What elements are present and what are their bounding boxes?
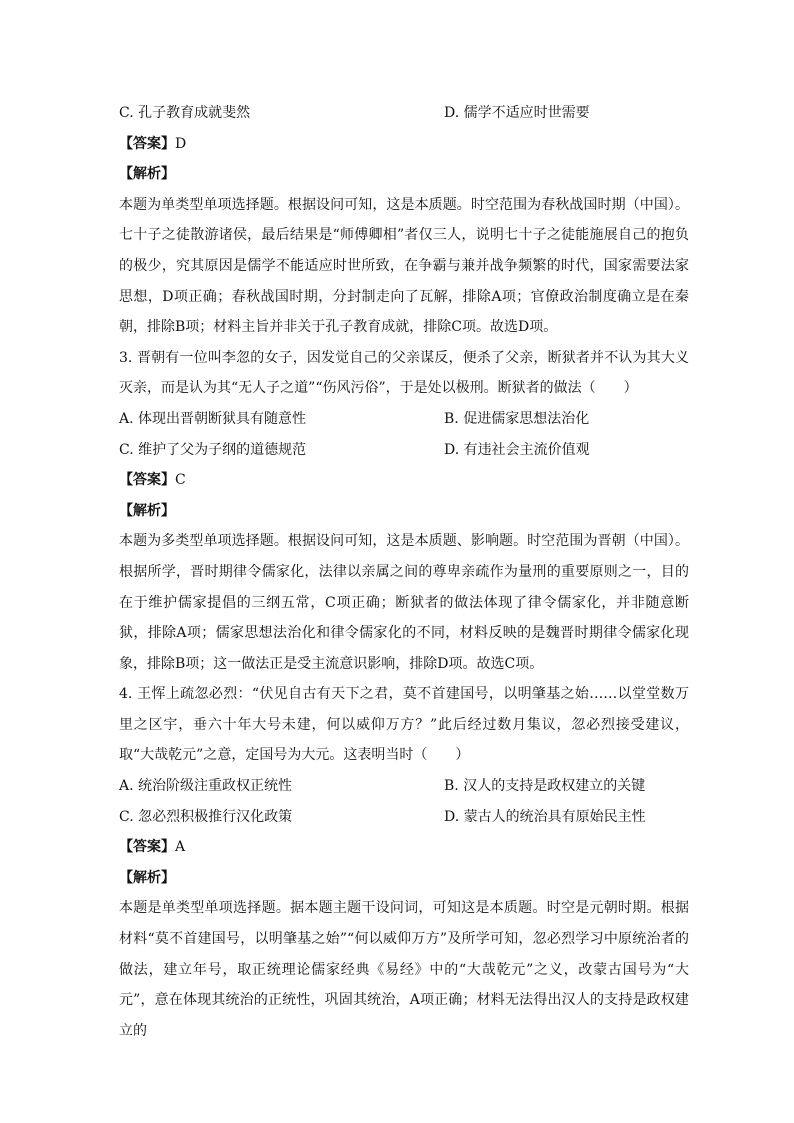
answer-tag: 【答案】 — [119, 839, 175, 856]
q3-analysis-text: 本题为多类型单项选择题。根据设问可知，这是本质题、影响题。时空范围为晋朝（中国）。根据所学，晋时期律令儒家化，法律以亲属之间的尊卑亲疏作为量刑的重要原则之一，目的在于维护儒家提倡的三纲五常，C项正确；断狱者的做法体现了律令儒家化，并非随意断狱，排除A项；儒家思想法治化和律令儒家化的不同，材料反映的是魏晋时期律令儒家化现象，排除B项；这一做法正是受主流意识影响，排除D项。故选C项。 — [119, 533, 689, 672]
q3-option-b: B. 促进儒家思想法治化 — [444, 410, 590, 427]
q3-options-row-2 — [119, 435, 689, 466]
q4-analysis-tag: 【解析】 — [119, 869, 175, 886]
q4-option-b: B. 汉人的支持是政权建立的关键 — [444, 778, 646, 795]
answer-value: D — [175, 135, 187, 152]
q3-options-row-1 — [119, 404, 689, 435]
q3-option-a: A. 体现出晋朝断狱具有随意性 — [119, 410, 307, 427]
q2-option-c: C. 孔子教育成就斐然 — [119, 105, 251, 121]
answer-tag: 【答案】 — [119, 135, 175, 152]
q3-option-c: C. 维护了父为子纲的道德规范 — [119, 441, 307, 458]
document-page — [119, 98, 689, 1046]
q2-options-row — [119, 98, 689, 129]
q3-analysis-tag: 【解析】 — [119, 502, 175, 519]
answer-value: C — [175, 472, 186, 489]
q3-option-d: D. 有违社会主流价值观 — [444, 441, 590, 458]
q2-answer — [119, 129, 689, 160]
q2-option-d: D. 儒学不适应时世需要 — [444, 105, 590, 121]
q4-options-row-1 — [119, 771, 689, 802]
q4-option-a: A. 统治阶级注重政权正统性 — [119, 778, 293, 795]
q4-analysis-text: 本题是单类型单项选择题。据本题主题干设问词，可知这是本质题。时空是元朝时期。根据材料“莫不首建国号，以明肇基之始”“何以威仰万方”及所学可知，忽必烈学习中原统治者的做法，建立年号，取正统理论儒家经典《易经》中的“大哉乾元”之义，改蒙古国号为“大元”，意在体现其统治的正统性，巩固其统治，A项正确；材料无法得出汉人的支持是政权建立的 — [119, 900, 689, 1039]
q2-analysis-tag: 【解析】 — [119, 166, 175, 183]
q3-answer — [119, 465, 689, 496]
q2-analysis-text: 本题为单类型单项选择题。根据设问可知，这是本质题。时空范围为春秋战国时期（中国）。七十子之徒散游诸侯，最后结果是“师傅卿相”者仅三人，说明七十子之徒能施展自己的抱负的极少，究其原因是儒学不能适应时世所致，在争霸与兼并战争频繁的时代，国家需要法家思想，D项正确；春秋战国时期，分封制走向了瓦解，排除A项；官僚政治制度确立是在秦朝，排除B项；材料主旨并非关于孔子教育成就，排除C项。故选D项。 — [119, 196, 689, 336]
q4-options-row-2 — [119, 802, 689, 833]
answer-value: A — [175, 839, 186, 856]
q4-option-d: D. 蒙古人的统治具有原始民主性 — [444, 808, 646, 825]
answer-tag: 【答案】 — [119, 472, 175, 489]
q4-answer — [119, 832, 689, 863]
q3-stem: 3. 晋朝有一位叫李忽的女子，因发觉自己的父亲谋反，便杀了父亲，断狱者并不认为其大义灭亲，而是认为其“无人子之道”“伤风污俗”，于是处以极刑。断狱者的做法（ ） — [119, 349, 689, 397]
q4-option-c: C. 忽必烈积极推行汉化政策 — [119, 808, 293, 825]
q4-stem: 4. 王恽上疏忽必烈：“伏见自古有天下之君，莫不首建国号，以明肇基之始……以堂堂数万里之区宇，垂六十年大号未建，何以威仰万方？”此后经过数月集议，忽必烈接受建议，取“大哉乾元”之意，定国号为大元。这表明当时（ ） — [119, 686, 689, 764]
